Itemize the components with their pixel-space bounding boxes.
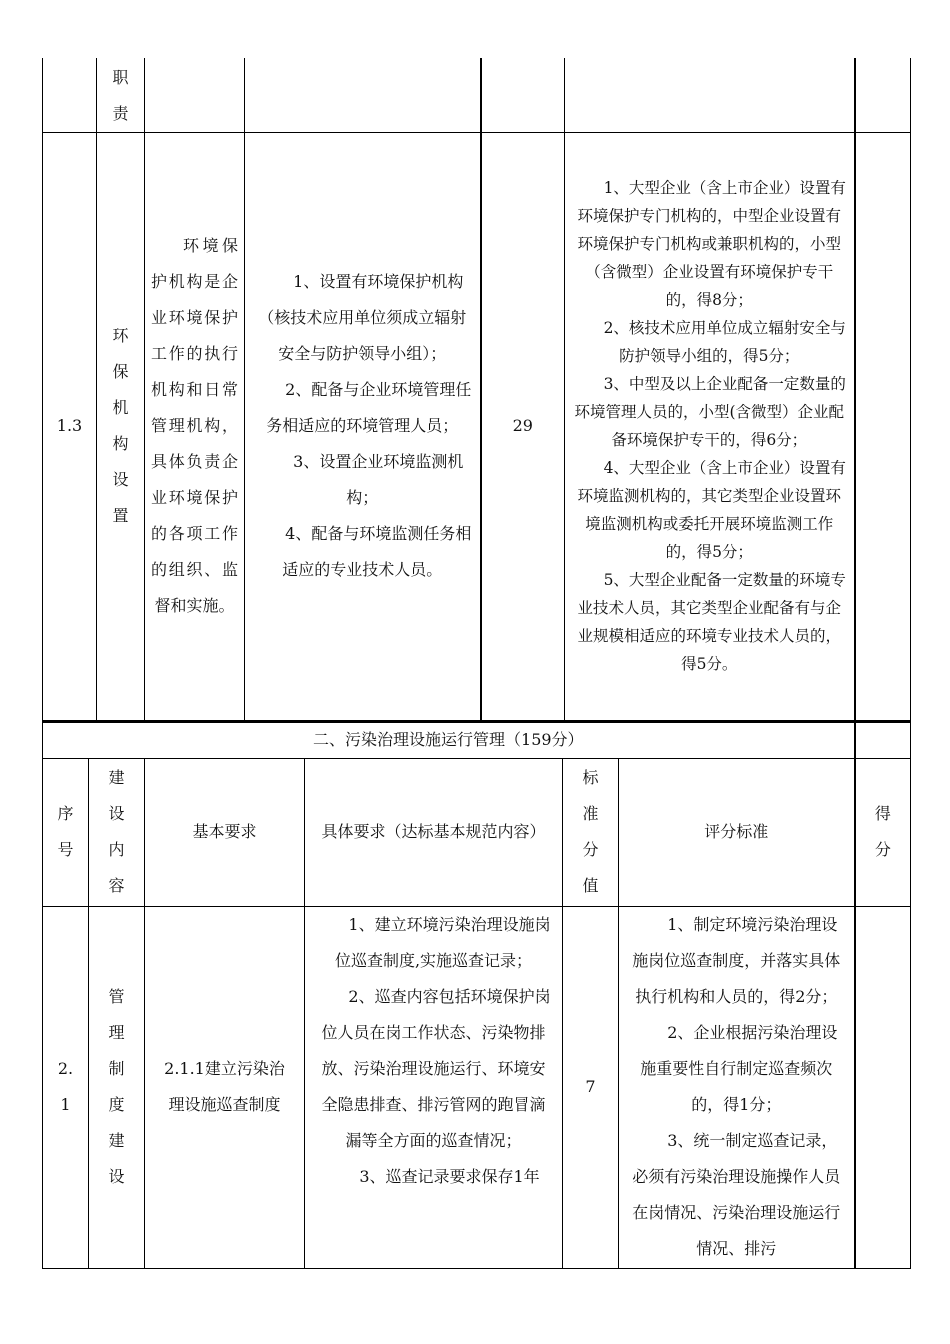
content-cell: 职 责 (97, 58, 145, 132)
specific-cell (305, 906, 563, 1268)
section-title: 二、污染治理设施运行管理（159分） (43, 722, 855, 758)
specific-item: 3、设置企业环境监测机构； (293, 452, 464, 507)
criteria-item: 2、企业根据污染治理设施重要性自行制定巡查频次的，得1分； (640, 1022, 838, 1114)
criteria-item: 4、大型企业（含上市企业）设置有环境监测机构的，其它类型企业设置环境监测机构或委托开展环境监测工作的，得5分； (577, 459, 846, 561)
specific-cell (245, 132, 481, 720)
got-cell (855, 722, 911, 758)
seq-cell: 2. 1 (43, 906, 89, 1268)
criteria-cell (565, 132, 855, 720)
specific-cell (245, 58, 481, 132)
header-got: 得 分 (855, 758, 911, 906)
seq-cell (43, 58, 97, 132)
header-score: 标 准 分 值 (563, 758, 619, 906)
criteria-item: 1、大型企业（含上市企业）设置有环境保护专门机构的，中型企业设置有环境保护专门机构或兼职机构的，小型（含微型）企业设置有环境保护专干的，得8分； (577, 179, 846, 309)
score-cell (481, 58, 565, 132)
content-cell: 管 理 制 度 建 设 (89, 906, 145, 1268)
table-row (43, 132, 911, 720)
score-cell: 29 (481, 132, 565, 720)
criteria-item: 2、核技术应用单位成立辐射安全与防护领导小组的，得5分； (603, 319, 846, 365)
score-cell: 7 (563, 906, 619, 1268)
criteria-cell (619, 906, 855, 1268)
basic-cell: 环境保护机构是企业环境保护工作的执行机构和日常管理机构，具体负责企业环境保护的各项工作的组织、监督和实施。 (145, 132, 245, 720)
specific-item: 4、配备与环境监测任务相适应的专业技术人员。 (282, 524, 472, 579)
got-cell (855, 906, 911, 1268)
criteria-cell (565, 58, 855, 132)
header-content: 建 设 内 容 (89, 758, 145, 906)
criteria-item: 3、统一制定巡查记录，必须有污染治理设施操作人员在岗情况、污染治理设施运行情况、排污 (632, 1130, 841, 1258)
table-row (43, 58, 911, 132)
got-cell (855, 58, 911, 132)
specific-item: 2、巡查内容包括环境保护岗位人员在岗工作状态、污染物排放、污染治理设施运行、环境安全隐患排查、排污管网的跑冒滴漏等全方面的巡查情况； (321, 986, 551, 1150)
seq-cell: 1.3 (43, 132, 97, 720)
header-specific: 具体要求（达标基本规范内容） (305, 758, 563, 906)
content-cell: 环 保 机 构 设 置 (97, 132, 145, 720)
header-row (43, 758, 911, 906)
table-row (43, 906, 911, 1268)
specific-item: 1、建立环境污染治理设施岗位巡查制度,实施巡查记录； (334, 914, 551, 970)
basic-cell: 2.1.1建立污染治理设施巡查制度 (145, 906, 305, 1268)
section1-table (42, 58, 911, 721)
criteria-item: 3、中型及以上企业配备一定数量的环境管理人员的，小型(含微型）企业配备环境保护专干的，得6分； (574, 375, 846, 449)
specific-item: 3、巡查记录要求保存1年 (359, 1166, 540, 1186)
specific-item: 1、设置有环境保护机构（核技术应用单位须成立辐射安全与防护领导小组）； (258, 272, 467, 363)
criteria-item: 5、大型企业配备一定数量的环境专业技术人员，其它类型企业配备有与企业规模相适应的环境专业技术人员的，得5分。 (577, 571, 846, 673)
specific-item: 2、配备与企业环境管理任务相适应的环境管理人员； (266, 380, 472, 435)
got-cell (855, 132, 911, 720)
header-seq: 序 号 (43, 758, 89, 906)
basic-cell (145, 58, 245, 132)
header-criteria: 评分标准 (619, 758, 855, 906)
header-basic: 基本要求 (145, 758, 305, 906)
section-title-row (43, 722, 911, 758)
section2-table (42, 721, 911, 1269)
criteria-item: 1、制定环境污染治理设施岗位巡查制度，并落实具体执行机构和人员的，得2分； (632, 914, 841, 1006)
